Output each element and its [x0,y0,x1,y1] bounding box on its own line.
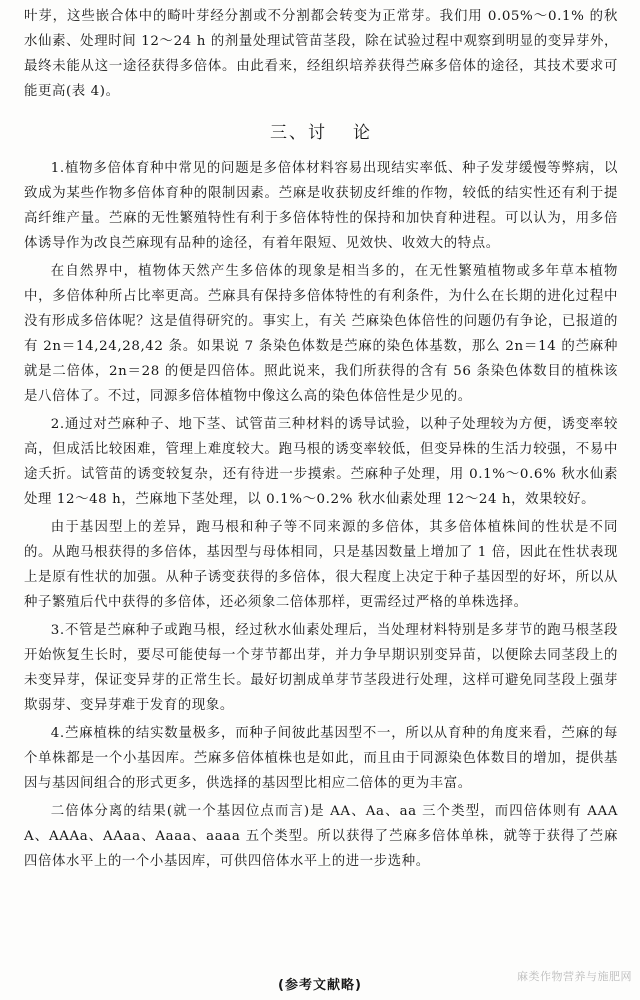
discussion-paragraph-2: 在自然界中，植物体天然产生多倍体的现象是相当多的，在无性繁殖植物或多年草本植物中，多倍体种所占比率更高。苎麻具有保持多倍体特性的有利条件，为什么在长期的进化过程中没有形成多倍体呢？这是值得研究的。事实上，有关 苎麻染色体倍性的问题仍有争论，已报道的有 2n＝14,24,28,42 条。如果说 7 条染色体数是苎麻的染色体基数，那么 2n＝14 的苎麻种就是二倍体，2n＝28 的便是四倍体。照此说来，我们所获得的含有 56 条染色体数目的植株该是八倍体了。不过，同源多倍体植物中像这么高的染色体倍性是少见的。 [24,264,618,404]
discussion-paragraph-5: 3.不管是苎麻种子或跑马根，经过秋水仙素处理后，当处理材料特别是多芽节的跑马根茎段开始恢复生长时，要尽可能使每一个芽节都出芽，并力争早期识别变异苗，以便除去同茎段上的未变异芽，保证变异芽的正常生长。最好切割成单芽节茎段进行处理，这样可避免同茎段上强芽欺弱芽、变异芽难于发育的现象。 [24,623,618,713]
section-heading-number: 三、讨 [270,123,327,143]
discussion-paragraph-6: 4.苎麻植株的结实数量极多，而种子间彼此基因型不一，所以从育种的角度来看，苎麻的每个单株都是一个小基因库。苎麻多倍体植株也是如此，而且由于同源染色体数目的增加，提供基因与基因间组合的形式更多，供选择的基因型比相应二倍体的更为丰富。 [24,726,618,791]
references-note: (参考文献略) [278,978,362,993]
intro-paragraph: 叶芽，这些嵌合体中的畸叶芽经分割或不分割都会转变为正常芽。我们用 0.05%～0.1% 的秋水仙素、处理时间 12～24 h 的剂量处理试管苗茎段，除在试验过程中观察到明显的变异芽外，最终未能从这一途径获得多倍体。由此看来，经组织培养获得苎麻多倍体的途径，其技术要求可能更高(表 4)。 [24,9,618,99]
discussion-paragraph-7: 二倍体分离的结果(就一个基因位点而言)是 AA、Aa、aa 三个类型，而四倍体则有 AAAA、AAAa、AAaa、Aaaa、aaaa 五个类型。所以获得了苎麻多倍体单株，就等于获得了苎麻四倍体水平上的一个小基因库，可供四倍体水平上的进一步选种。 [24,804,618,869]
section-heading [24,118,618,148]
section-heading-word: 论 [353,123,372,143]
discussion-paragraph-1: 1.植物多倍体育种中常见的问题是多倍体材料容易出现结实率低、种子发芽缓慢等弊病，以致成为某些作物多倍体育种的限制因素。苎麻是收获韧皮纤维的作物，较低的结实性还有利于提高纤维产量。苎麻的无性繁殖特性有利于多倍体特性的保持和加快育种进程。可以认为，用多倍体诱导作为改良苎麻现有品种的途径，有着年限短、见效快、收效大的特点。 [24,161,618,251]
discussion-paragraph-3: 2.通过对苎麻种子、地下茎、试管苗三种材料的诱导试验，以种子处理较为方便，诱变率较高，但成活比较困难，管理上难度较大。跑马根的诱变率较低，但变异株的生活力较强，不易中途夭折。试管苗的诱变较复杂，还有待进一步摸索。苎麻种子处理，用 0.1%～0.6% 秋水仙素处理 12～48 h，苎麻地下茎处理，以 0.1%～0.2% 秋水仙素处理 12～24 h，效果较好。 [24,417,618,507]
site-watermark: 麻类作物营养与施肥网 [517,970,632,983]
discussion-paragraph-4: 由于基因型上的差异，跑马根和种子等不同来源的多倍体，其多倍体植株间的性状是不同的。从跑马根获得的多倍体，基因型与母体相同，只是基因数量上增加了 1 倍，因此在性状表现上是原有性状的加强。从种子诱变获得的多倍体，很大程度上决定于种子基因型的好坏，所以从种子繁殖后代中获得的多倍体，还必须象二倍体那样，更需经过严格的单株选择。 [24,520,618,610]
text-column [24,4,618,874]
